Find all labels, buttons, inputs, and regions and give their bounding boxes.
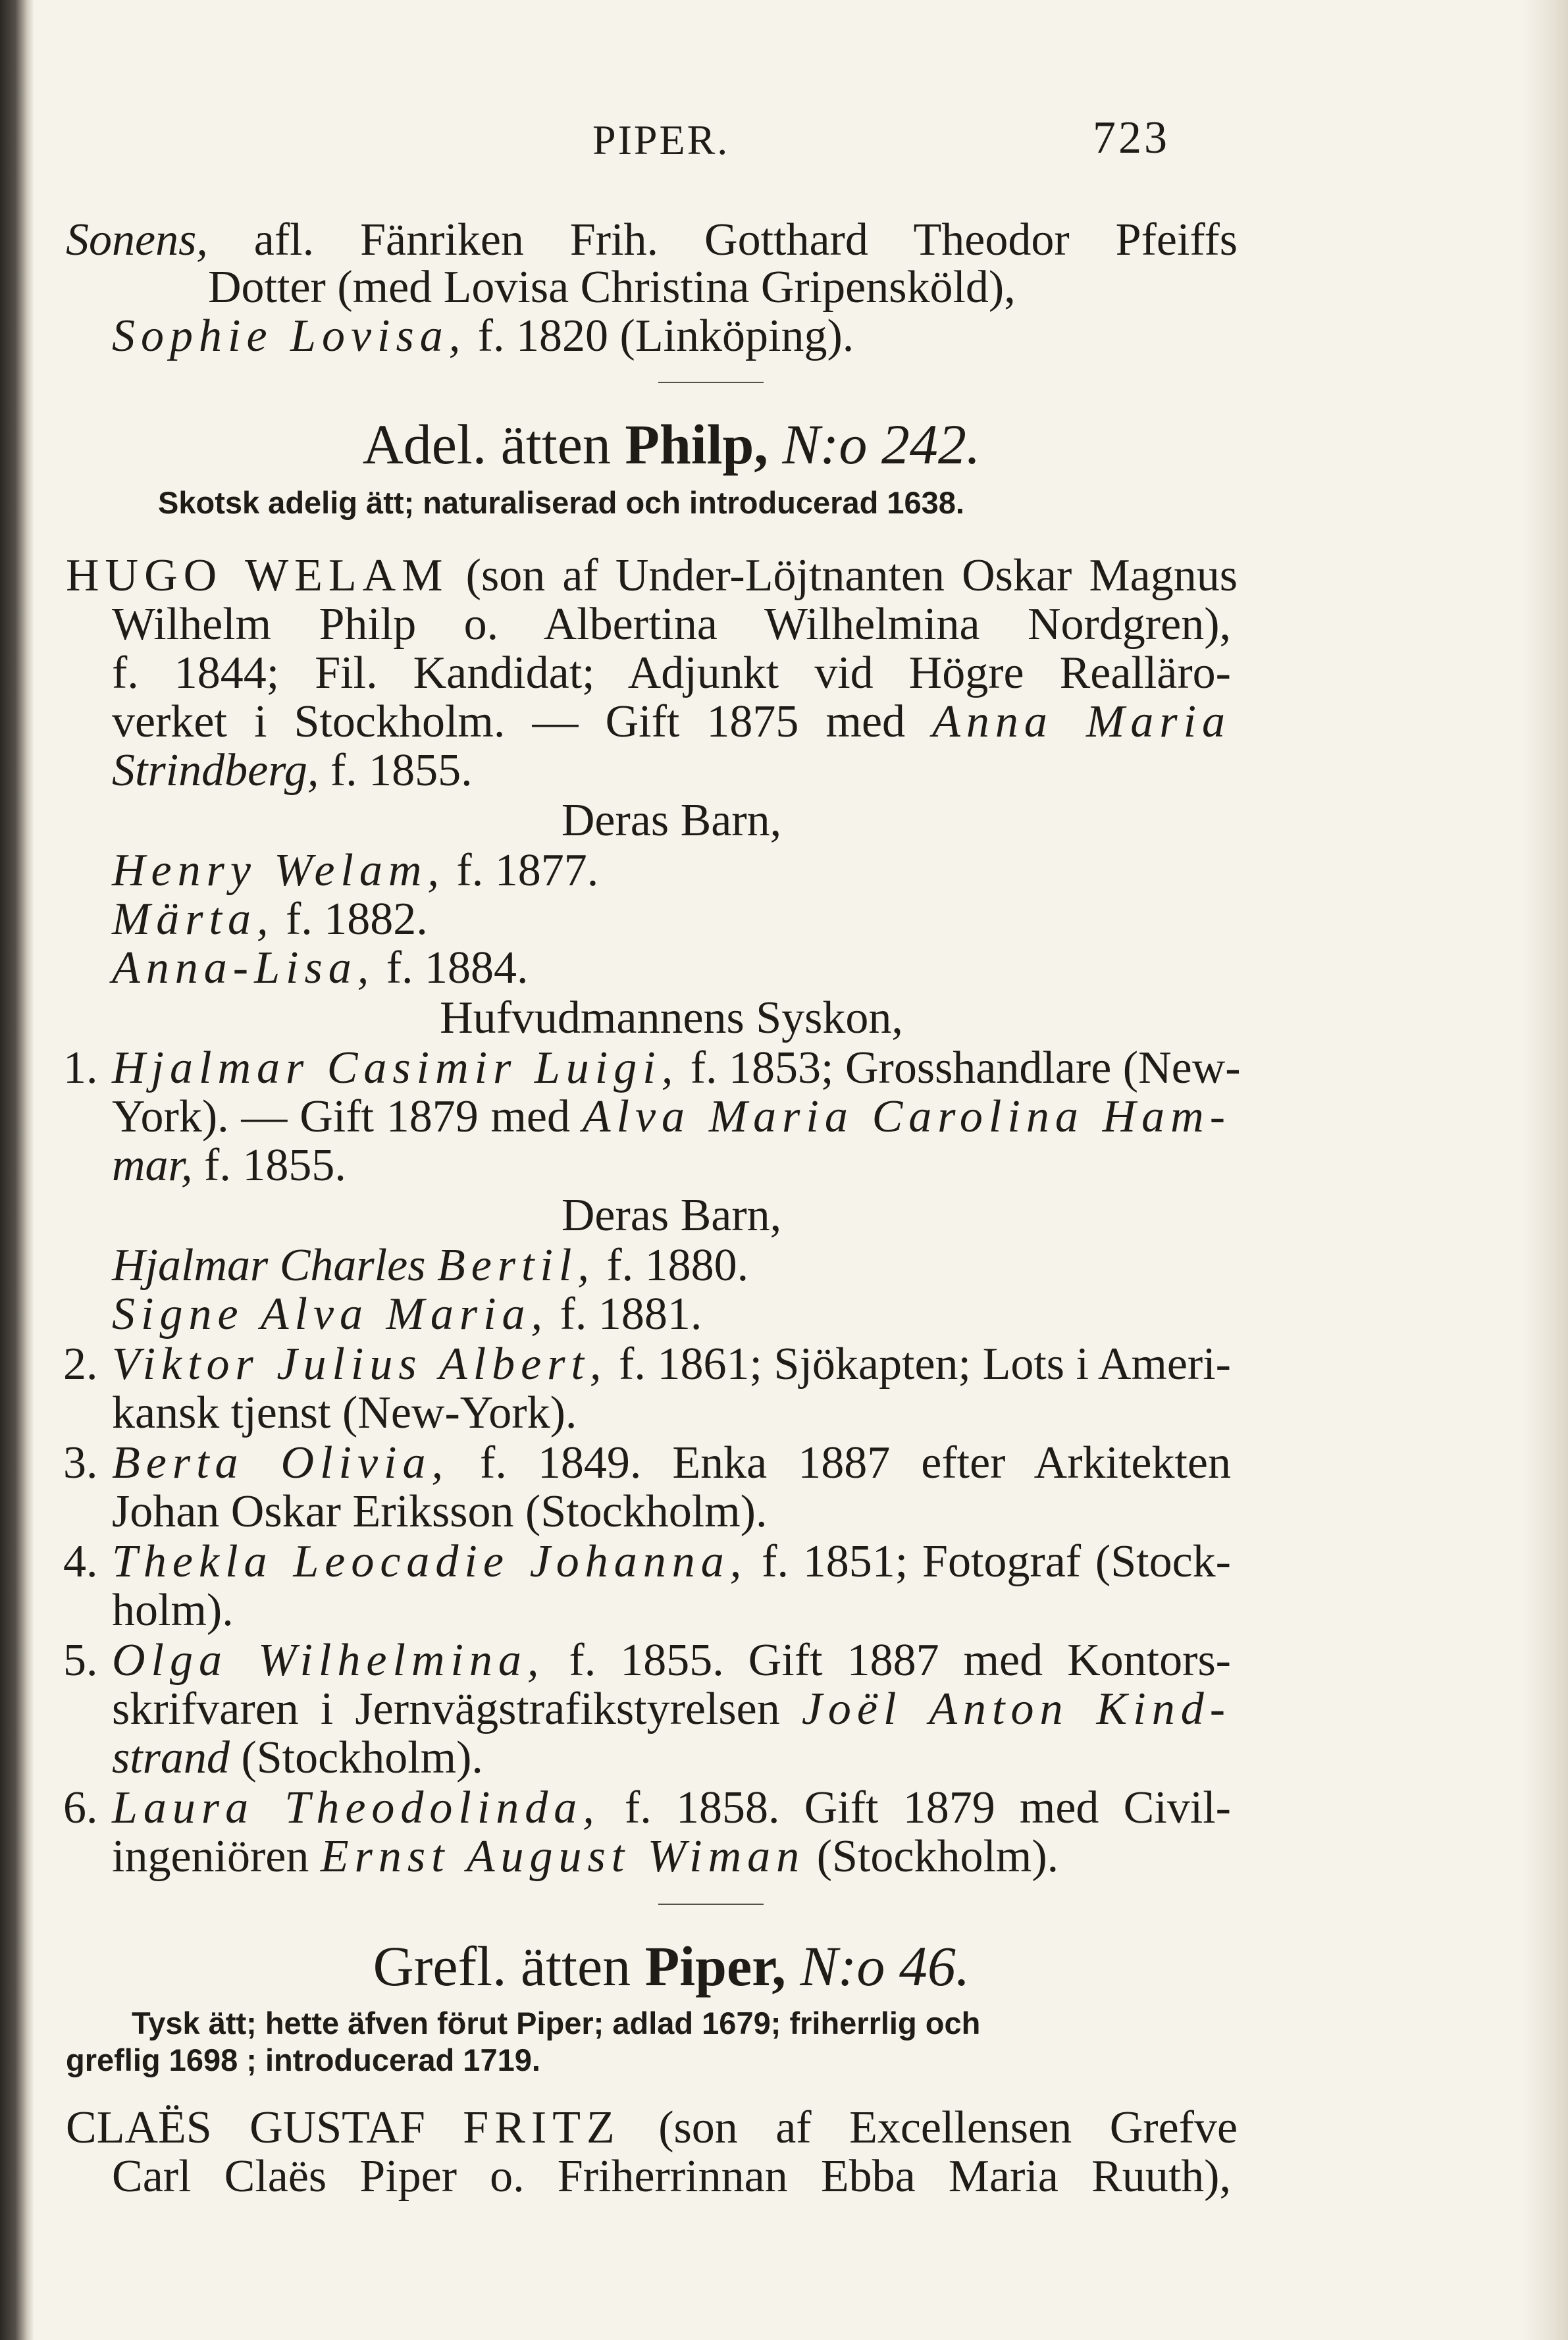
entry-line	[112, 1732, 1231, 1783]
family-number: N:o 242.	[782, 413, 981, 476]
entry-line	[66, 2102, 1238, 2153]
title-prefix: Adel. ätten	[362, 413, 611, 476]
entry-text: skrifvaren i Jernvägstrafikstyrelsen	[112, 1684, 780, 1734]
section-title	[112, 413, 1231, 476]
italic-name: Sonens,	[66, 215, 208, 265]
entry-line: Johan Oskar Eriksson (Stockholm).	[112, 1486, 768, 1537]
list-number: 3.	[63, 1438, 98, 1488]
entry-line	[112, 1635, 1231, 1686]
family-name: Piper,	[644, 1935, 786, 1998]
list-number: 1.	[63, 1043, 98, 1093]
entry-text: ingeniören	[112, 1831, 309, 1882]
head-name: HUGO WELAM	[66, 550, 449, 601]
child-line	[112, 894, 1231, 945]
entry-text: f. 1820 (Linköping).	[477, 311, 854, 361]
section-subtitle: greflig 1698 ; introducerad 1719.	[66, 2042, 540, 2077]
entry-line: Carl Claës Piper o. Friherrinnan Ebba Maria Ruuth),	[112, 2151, 1231, 2202]
entry-line	[112, 1536, 1231, 1587]
entry-text: (son af Under-Löjtnanten Oskar Magnus	[465, 550, 1238, 601]
child-line	[112, 1291, 1231, 1338]
entry-text: f. 1853; Grosshandlare (New-	[690, 1043, 1241, 1093]
entry-text: f. 1849. Enka 1887 efter Arkitekten	[480, 1438, 1231, 1488]
italic-name: Viktor Julius Albert,	[112, 1339, 608, 1390]
italic-name: Sophie Lovisa,	[112, 311, 467, 361]
entry-line	[66, 550, 1238, 601]
entry-line	[112, 696, 1232, 747]
italic-name: Hjalmar Casimir Luigi,	[112, 1043, 679, 1093]
italic-name: Berta Olivia,	[112, 1438, 450, 1488]
head-name: CLAËS GUSTAF	[66, 2102, 425, 2153]
italic-name: Joël Anton Kind-	[801, 1684, 1232, 1734]
italic-name: Laura Theodolinda,	[112, 1782, 600, 1833]
entry-text: f. 1855. Gift 1887 med Kontors-	[569, 1635, 1231, 1686]
italic-name: mar,	[112, 1140, 193, 1191]
italic-name: Signe Alva Maria,	[112, 1289, 549, 1339]
entry-text: York). — Gift 1879 med	[112, 1091, 571, 1142]
italic-name: strand	[112, 1732, 230, 1783]
section-title	[112, 1935, 1231, 1998]
entry-line: Dotter (med Lovisa Christina Gripensköld),	[208, 262, 1016, 313]
entry-text: f. 1881.	[560, 1289, 702, 1339]
entry-line	[112, 745, 1231, 796]
entry-line	[112, 1091, 1231, 1142]
entry-text: f. 1858. Gift 1879 med Civil-	[625, 1782, 1231, 1833]
list-number: 4.	[63, 1536, 98, 1587]
entry-text: f. 1884.	[386, 943, 529, 993]
list-number: 2.	[63, 1339, 98, 1390]
italic-name: Anna-Lisa,	[112, 943, 375, 993]
subheading: Deras Barn,	[561, 795, 782, 846]
entry-line: Wilhelm Philp o. Albertina Wilhelmina Nordgren),	[112, 599, 1231, 650]
italic-name: Ernst August Wiman	[320, 1831, 806, 1882]
entry-text: f. 1880.	[606, 1240, 749, 1291]
section-subtitle: Skotsk adelig ätt; naturaliserad och introducerad 1638.	[158, 485, 964, 520]
italic-name: Märta,	[112, 894, 274, 945]
title-prefix: Grefl. ätten	[373, 1935, 631, 1998]
divider	[658, 382, 764, 383]
divider	[658, 1904, 764, 1905]
entry-line: f. 1844; Fil. Kandidat; Adjunkt vid Högre Realläro-	[112, 648, 1231, 698]
subheading: Deras Barn,	[561, 1190, 782, 1241]
list-number: 6.	[63, 1782, 98, 1833]
entry-line	[112, 1686, 1231, 1732]
family-number: N:o 46.	[800, 1935, 970, 1998]
italic-name: Henry Welam,	[112, 845, 445, 896]
entry-text: verket i Stockholm. — Gift 1875 med	[112, 696, 906, 747]
entry-text: f. 1882.	[286, 894, 428, 945]
entry-text: f. 1855.	[204, 1140, 346, 1191]
list-number: 5.	[63, 1635, 98, 1686]
family-name: Philp,	[625, 413, 768, 476]
entry-line	[112, 313, 1231, 359]
entry-line	[112, 1140, 1231, 1191]
head-name: FRITZ	[463, 2102, 621, 2153]
entry-text: (son af Excellensen Grefve	[658, 2102, 1238, 2153]
italic-name: Thekla Leocadie Johanna,	[112, 1536, 748, 1587]
child-line	[112, 845, 1231, 896]
entry-line	[66, 217, 1238, 263]
italic-name: Alva Maria Carolina Ham-	[582, 1091, 1231, 1142]
entry-text: (Stockholm).	[816, 1831, 1059, 1882]
entry-text: (Stockholm).	[241, 1732, 483, 1783]
running-head: PIPER.	[592, 117, 730, 163]
italic-name: Bertil,	[436, 1240, 595, 1291]
entry-line: kansk tjenst (New-York).	[112, 1388, 577, 1438]
italic-name: Strindberg,	[112, 745, 319, 796]
italic-name: Hjalmar Charles	[112, 1240, 426, 1291]
child-line	[112, 1240, 1231, 1291]
entry-line	[112, 1341, 1231, 1388]
entry-line	[112, 1043, 1241, 1093]
entry-line	[112, 1440, 1231, 1486]
section-subtitle: Tysk ätt; hette äfven förut Piper; adlad 1679; friherrlig och	[132, 2006, 981, 2041]
entry-line	[112, 1831, 1231, 1882]
entry-text: f. 1877.	[456, 845, 599, 896]
child-line	[112, 945, 1231, 991]
page-edge	[1522, 0, 1568, 2340]
page-number: 723	[1093, 113, 1170, 163]
entry-text: f. 1855.	[330, 745, 473, 796]
subheading: Hufvudmannens Syskon,	[440, 993, 903, 1043]
book-spine-shadow	[0, 0, 34, 2340]
entry-line	[112, 1782, 1231, 1833]
entry-line: holm).	[112, 1585, 234, 1636]
entry-text: f. 1861; Sjökapten; Lots i Ameri-	[619, 1339, 1231, 1390]
italic-name: Anna Maria	[932, 696, 1232, 747]
entry-text: f. 1851; Fotograf (Stock-	[762, 1536, 1231, 1587]
italic-name: Olga Wilhelmina,	[112, 1635, 545, 1686]
entry-text: afl. Fänriken Frih. Gotthard Theodor Pfeiffs	[253, 215, 1238, 265]
